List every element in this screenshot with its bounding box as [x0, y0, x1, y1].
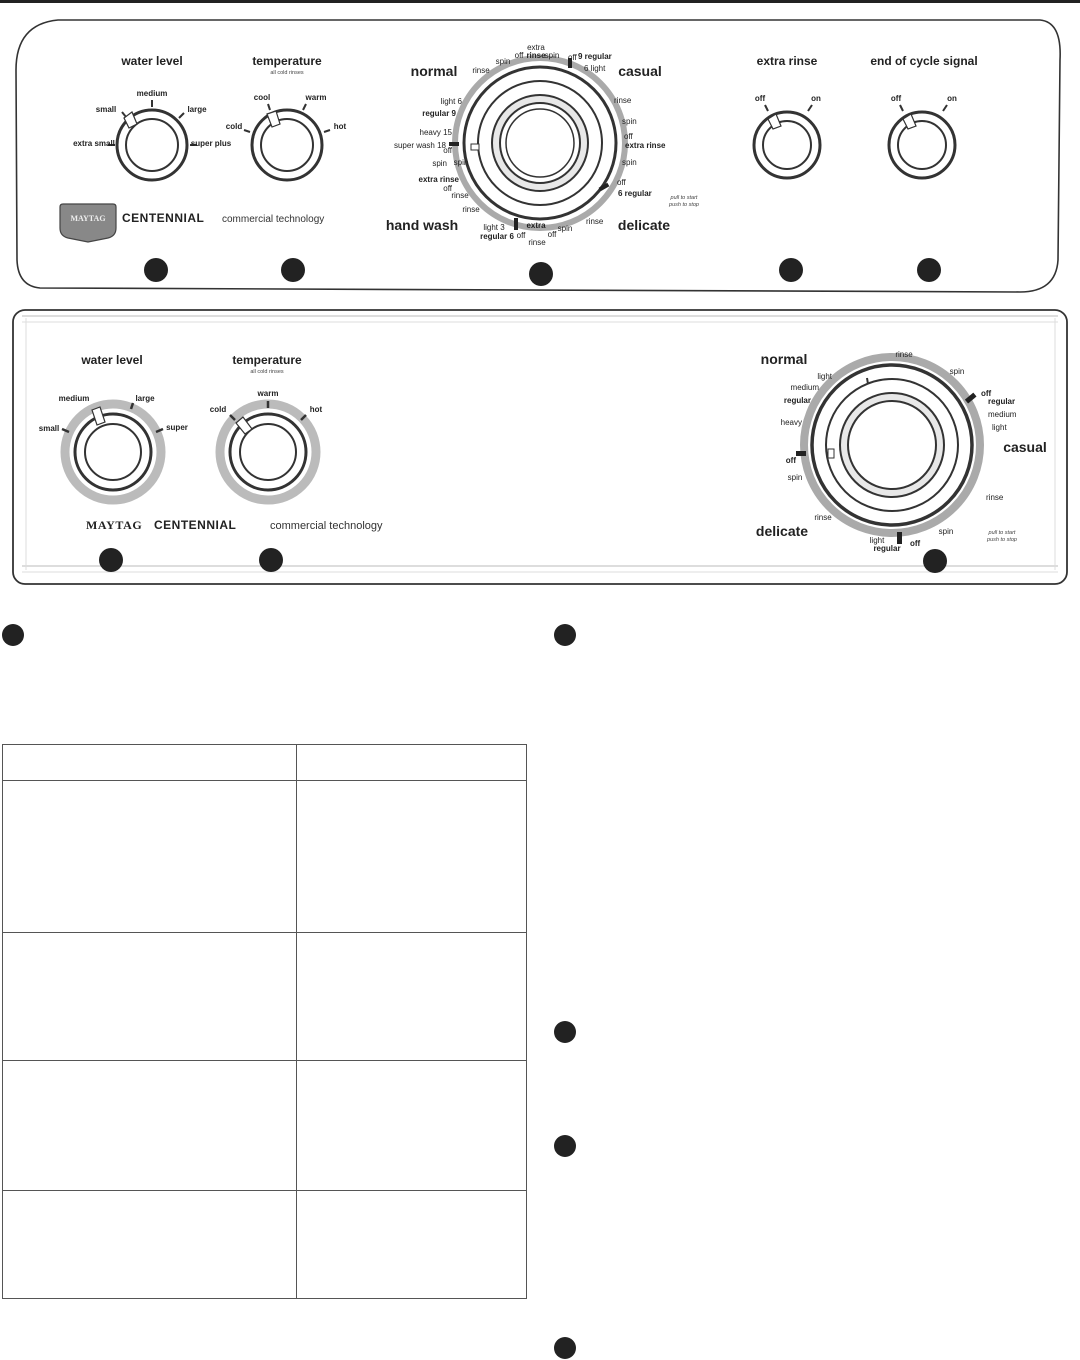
control-panel-2: [0, 300, 1080, 595]
callout-marker: [529, 262, 553, 286]
pull-to-start-note: pull to start: [670, 195, 698, 201]
table-row: [3, 781, 527, 933]
temperature-hot: hot: [309, 405, 323, 414]
push-to-stop-note: push to stop: [987, 537, 1017, 543]
table-cell: [3, 1061, 297, 1191]
end-of-cycle-title: end of cycle signal: [870, 54, 978, 68]
dial-label: spin: [622, 158, 637, 167]
dial-label: medium: [988, 410, 1017, 419]
water-level-knob[interactable]: [62, 403, 163, 500]
water-level-small: small: [38, 424, 60, 433]
section-bullet: [2, 624, 24, 646]
maytag-logo-badge: [60, 204, 116, 242]
svg-text:MAYTAG: MAYTAG: [70, 214, 106, 223]
temperature-knob[interactable]: [220, 401, 316, 500]
water-level-large: large: [135, 394, 155, 403]
temperature-cool: cool: [253, 93, 271, 102]
table-cell: [3, 745, 297, 781]
dial-label: spin: [495, 57, 511, 66]
dial-label: 6 regular: [618, 189, 652, 198]
callout-marker: [99, 548, 123, 572]
table-cell: [297, 1191, 527, 1299]
cycle-casual: casual: [618, 63, 662, 79]
dial-label: light: [869, 536, 885, 545]
dial-label: rinse: [895, 350, 913, 359]
temperature-warm: warm: [305, 93, 327, 102]
table-cell: [297, 745, 527, 781]
water-level-medium: medium: [136, 89, 168, 98]
dial-label: extra rinse: [418, 175, 459, 184]
water-level-title: water level: [121, 54, 183, 68]
brand-model: CENTENNIAL: [154, 518, 237, 532]
cycle-hand-wash: hand wash: [385, 217, 459, 233]
dial-label: rinse: [614, 96, 632, 105]
extra-rinse-off: off: [754, 94, 766, 103]
brand-model: CENTENNIAL: [122, 211, 205, 225]
dial-label: off: [617, 178, 626, 187]
dial-label: off: [981, 389, 992, 398]
dial-label: spin: [622, 117, 637, 126]
dial-label: off: [624, 132, 633, 141]
dial-label: off: [910, 539, 921, 548]
dial-label: rinse: [451, 191, 469, 200]
dial-label: spin: [432, 159, 447, 168]
dial-label: rinse: [986, 493, 1004, 502]
dial-label: spin: [557, 224, 573, 233]
section-bullet: [554, 1021, 576, 1043]
brand-tagline: commercial technology: [222, 214, 325, 225]
table-cell: [3, 1191, 297, 1299]
section-bullet: [554, 1135, 576, 1157]
settings-table: [2, 744, 527, 1299]
cycle-delicate: delicate: [755, 523, 809, 539]
temperature-title: temperature: [232, 353, 302, 367]
dial-label: spin: [787, 473, 803, 482]
callout-marker: [144, 258, 168, 282]
callout-marker: [779, 258, 803, 282]
end-of-cycle-off: off: [890, 94, 902, 103]
dial-label: off: [547, 230, 557, 239]
callout-marker: [917, 258, 941, 282]
dial-label: rinse: [472, 66, 490, 75]
temperature-title: temperature: [252, 54, 322, 68]
dial-label: light: [992, 423, 1007, 432]
callout-marker: [923, 549, 947, 573]
dial-label: light: [817, 372, 832, 381]
dial-label: spin: [453, 158, 469, 167]
water-level-small: small: [95, 105, 117, 114]
table-row: [3, 1191, 527, 1299]
temperature-subtitle: all cold rinses: [270, 70, 304, 76]
dial-label: rinse: [586, 217, 604, 226]
section-bullet: [554, 1337, 576, 1359]
cycle-normal: normal: [410, 63, 458, 79]
dial-label: heavy 15: [419, 128, 452, 137]
dial-label: regular: [988, 397, 1016, 406]
table-cell: [3, 933, 297, 1061]
water-level-large: large: [187, 105, 207, 114]
cycle-delicate: delicate: [617, 217, 671, 233]
temperature-hot: hot: [333, 122, 347, 131]
table-cell: [297, 1061, 527, 1191]
temperature-cold: cold: [225, 122, 243, 131]
dial-label: rinse: [528, 238, 546, 247]
dial-label: regular: [783, 396, 811, 405]
water-level-title: water level: [81, 353, 143, 367]
dial-label: regular 6: [480, 232, 514, 241]
dial-label: light 6: [440, 97, 462, 106]
dial-label: off: [568, 53, 577, 62]
brand-logo-text: MAYTAG: [86, 518, 143, 532]
push-to-stop-note: push to stop: [669, 202, 699, 208]
dial-label: off: [443, 146, 452, 155]
temperature-subtitle: all cold rinses: [250, 369, 284, 375]
dial-label: medium: [790, 383, 819, 392]
dial-label: 6 light: [584, 64, 606, 73]
table-row: [3, 1061, 527, 1191]
water-level-medium: medium: [58, 394, 90, 403]
temperature-warm: warm: [257, 389, 279, 398]
water-level-extra-small: extra small: [73, 139, 115, 148]
callout-marker: [259, 548, 283, 572]
dial-label: rinse: [526, 51, 546, 60]
dial-label: extra rinse: [625, 141, 666, 150]
table-header-row: [3, 745, 527, 781]
callout-marker: [281, 258, 305, 282]
end-of-cycle-on: on: [947, 94, 957, 103]
dial-label: off: [516, 231, 526, 240]
dial-label: spin: [938, 527, 954, 536]
dial-label: 9 regular: [578, 52, 612, 61]
extra-rinse-title: extra rinse: [756, 54, 818, 68]
dial-label: extra: [526, 221, 546, 230]
dial-label: rinse: [814, 513, 832, 522]
dial-label: heavy: [780, 418, 802, 427]
dial-label: light 3: [483, 223, 505, 232]
brand-tagline: commercial technology: [270, 520, 383, 532]
dial-label: spin: [949, 367, 965, 376]
water-level-super-plus: super plus: [190, 139, 232, 148]
cycle-casual: casual: [1003, 439, 1047, 455]
dial-label: regular: [873, 544, 901, 553]
dial-label: off: [514, 51, 524, 60]
dial-label: regular 9: [422, 109, 456, 118]
table-row: [3, 933, 527, 1061]
section-bullet: [554, 624, 576, 646]
extra-rinse-on: on: [811, 94, 821, 103]
temperature-cold: cold: [209, 405, 227, 414]
table-cell: [297, 781, 527, 933]
dial-label: extra: [527, 43, 545, 52]
control-panel-1: [0, 0, 1080, 300]
cycle-normal: normal: [760, 351, 808, 367]
dial-label: spin: [544, 51, 560, 60]
dial-label: off: [443, 184, 452, 193]
water-level-super: super: [166, 423, 188, 432]
dial-label: off: [785, 456, 796, 465]
dial-label: rinse: [462, 205, 480, 214]
dial-label: super wash 18: [393, 141, 446, 150]
table-cell: [297, 933, 527, 1061]
table-cell: [3, 781, 297, 933]
pull-to-start-note: pull to start: [988, 530, 1016, 536]
